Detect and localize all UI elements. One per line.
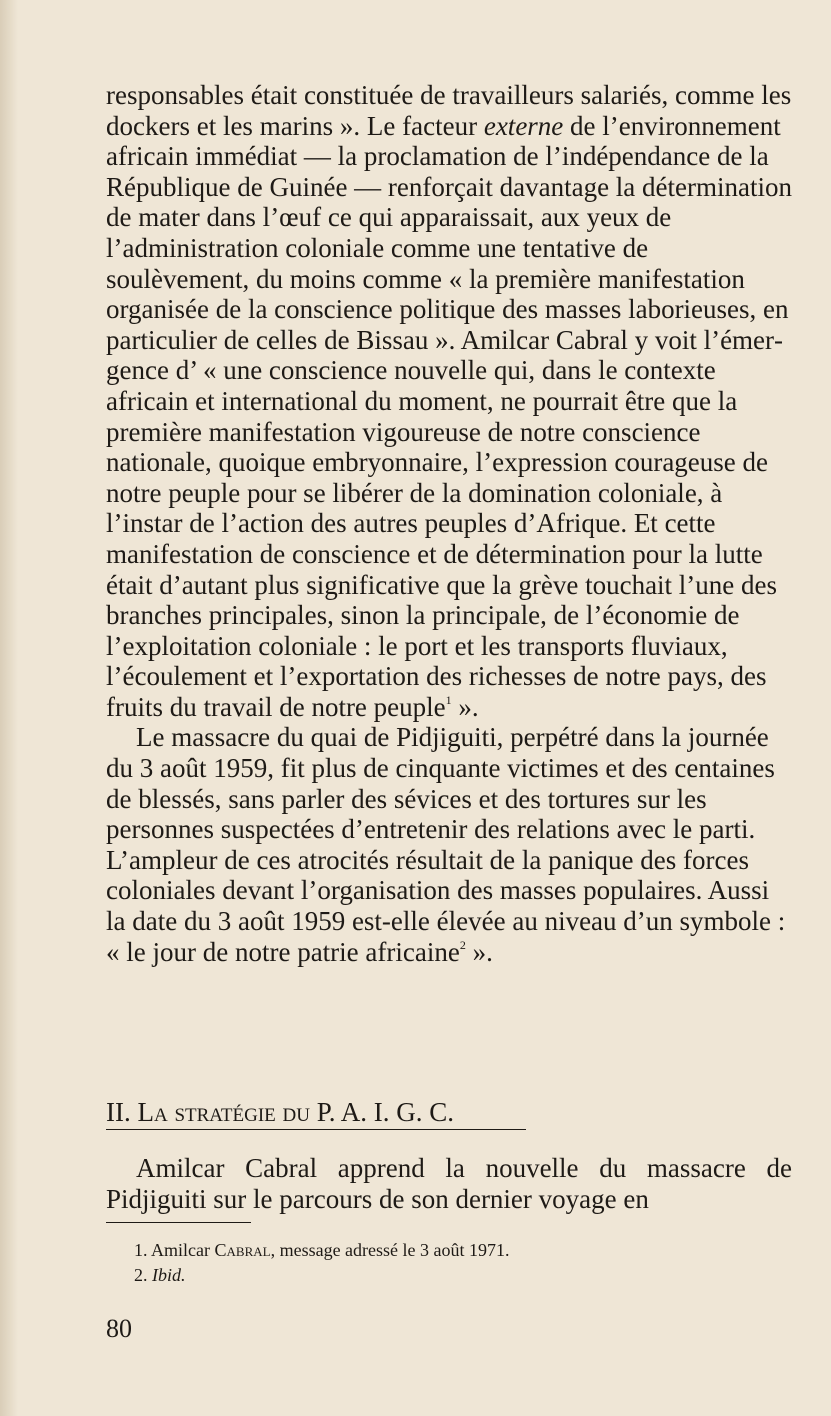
footnote-1-author-last: Cabral (214, 1240, 271, 1260)
paragraph-1-emphasis: externe (483, 110, 564, 141)
section-underline (106, 1129, 526, 1130)
footnote-1 (134, 1238, 510, 1263)
paragraph-1-text: responsables était constituée de travailleurs salariés, comme les dockers et les marins ». Le facteur (106, 80, 792, 141)
section-heading (106, 1097, 454, 1127)
paragraph-1-text-cont: de l’environnement africain immédiat — la proclamation de l’indépendance de la République de Guinée — renforçait davantage la détermination de mater dans l’œuf ce qui apparaissait, aux yeux de l’administration coloniale comme une tentative de soulèvement, du moins comme « la première manifestation organisée de la conscience politique des masses laborieuses, en particulier de celles de Bissau ». Amilcar Cabral y voit l’émergence d’ « une conscience nouvelle qui, dans le contexte africain et international du moment, ne pourrait être que la première manifestation vigoureuse de notre conscience nationale, quoique embryonnaire, l’expression courageuse de notre peuple pour se libérer de la domination coloniale, à l’instar de l’action des autres peuples d’Afrique. Et cette manifestation de conscience et de détermination pour la lutte était d’autant plus significative que la grève touchait l’une des branches principales, sinon la principale, de l’économie de l’exploitation coloniale : le port et les transports fluviaux, l’écoulement et l’exportation des richesses de notre pays, des fruits du travail de notre peuple (106, 110, 792, 722)
section-body (106, 1153, 792, 1214)
footnote-2-number: 2. (134, 1265, 148, 1285)
footnote-1-text: , message adressé le 3 août 1971. (270, 1240, 510, 1260)
footnote-ref-2: 2 (459, 937, 466, 952)
footnote-1-number: 1. (134, 1240, 148, 1260)
footnotes (134, 1238, 510, 1288)
paragraph-2-text: Le massacre du quai de Pidjiguiti, perpétré dans la journée du 3 août 1959, fit plus de cinquante victimes et des centaines de blessés, sans parler des sévices et des tortures sur les personnes suspectées d’entretenir des relations avec le parti. L’ampleur de ces atrocités résultait de la panique des forces coloniales devant l’organisation des masses populaires. Aussi la date du 3 août 1959 est-elle élevée au niveau d’un symbole : « le jour de notre patrie africaine (106, 722, 786, 967)
paragraph-1-end: ». (451, 691, 479, 722)
footnote-1-author-first: Amilcar (151, 1240, 215, 1260)
footnote-2-text: Ibid. (152, 1265, 186, 1285)
footnote-2 (134, 1263, 510, 1288)
footnote-divider (106, 1222, 251, 1223)
main-text (106, 80, 792, 967)
paragraph-2 (106, 722, 792, 967)
paragraph-2-end: ». (465, 936, 493, 967)
footnote-ref-1: 1 (445, 692, 452, 707)
section-title: La stratégie du P. A. I. G. C. (137, 1097, 454, 1127)
section-paragraph: Amilcar Cabral apprend la nouvelle du massacre de Pidjiguiti sur le parcours de son dernier voyage en (106, 1153, 792, 1214)
page-number: 80 (106, 1314, 132, 1343)
paragraph-1 (106, 80, 792, 722)
section-number: II. (106, 1097, 131, 1127)
page-binding-edge (0, 0, 18, 1416)
